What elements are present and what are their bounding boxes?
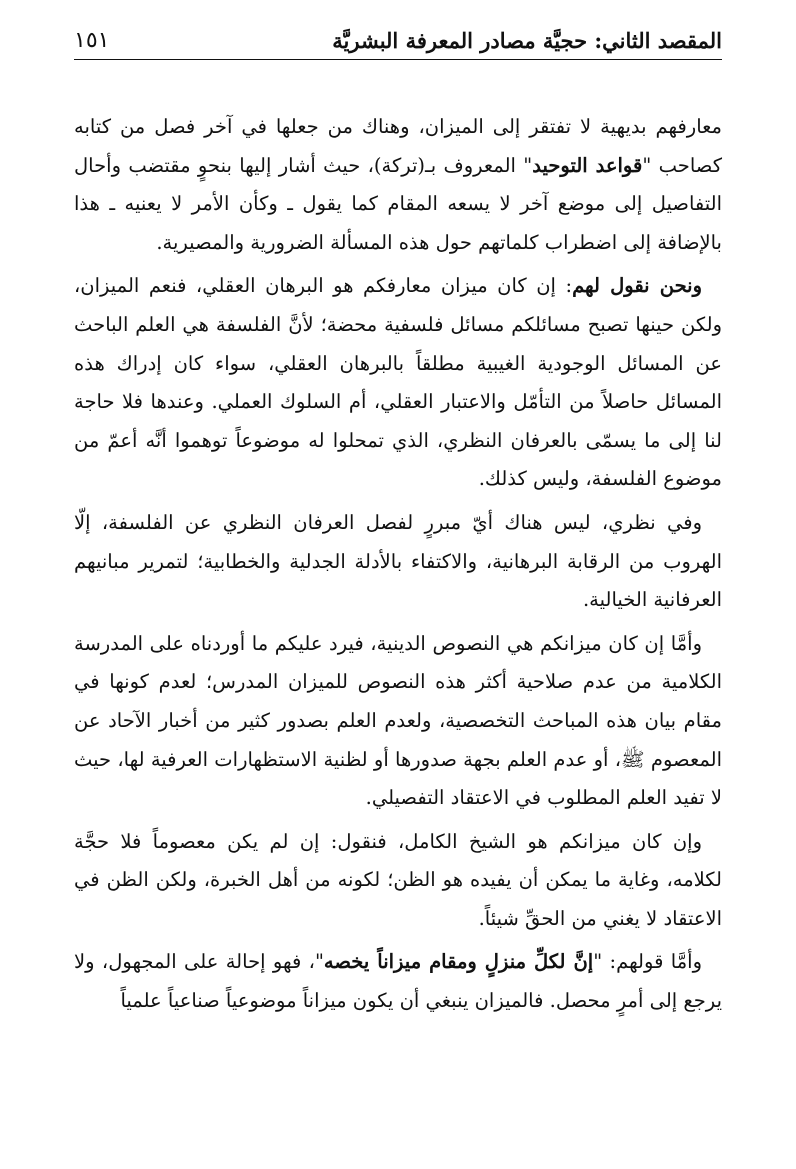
page-body — [74, 108, 722, 1021]
paragraph-2: ونحن نقول لهم: إن كان ميزان معارفكم هو البرهان العقلي، فنعم الميزان، ولكن حينها تصبح مسائلكم مسائل فلسفية محضة؛ لأنَّ الفلسفة هي العلم الباحث عن المسائل الوجودية الغيبية مطلقاً بالبرهان العقلي، سواء كان إدراك هذه المسائل حاصلاً من التأمّل والاعتبار العقلي، أم السلوك العملي. وعندها فلا حاجة لنا إلى ما يسمّى بالعرفان النظري، الذي تمحلوا له موضوعاً توهموا أنَّه أعمّ من موضوع الفلسفة، وليس كذلك. — [74, 274, 722, 491]
paragraph-4: وأمَّا إن كان ميزانكم هي النصوص الدينية، فيرد عليكم ما أوردناه على المدرسة الكلامية من عدم صلاحية أكثر هذه النصوص للميزان المدرس؛ لعدم كونها في مقام بيان هذه المباحث التخصصية، ولعدم العلم بصدور كثير من أخبار الآحاد عن المعصوم ﷺ، أو عدم العلم بجهة صدورها أو لظنية الاستظهارات العرفية لها، حيث لا تفيد العلم المطلوب في الاعتقاد التفصيلي. — [74, 631, 722, 810]
book-title-bold: قواعد التوحيد — [532, 153, 643, 177]
paragraph-6: وأمَّا قولهم: "إنَّ لكلِّ منزلٍ ومقام ميزاناً يخصه"، فهو إحالة على المجهول، ولا يرجع إلى أمرٍ محصل. فالميزان ينبغي أن يكون ميزاناً موضوعياً صناعياً علمياً — [74, 950, 722, 1013]
paragraph-1: معارفهم بديهية لا تفتقر إلى الميزان، وهناك من جعلها في آخر فصل من كتابه كصاحب "قواعد التوحيد" المعروف بـ(تركة)، حيث أشار إليها بنحوٍ مقتضب وأحال التفاصيل إلى موضع آخر لا يسعه المقام كما يقول ـ وكأن الأمر لا يعنيه ـ هذا بالإضافة إلى اضطراب كلماتهم حول هذه المسألة الضرورية والمصيرية. — [74, 115, 722, 254]
lead-phrase-bold: ونحن نقول لهم — [572, 274, 702, 298]
paragraph-5: وإن كان ميزانكم هو الشيخ الكامل، فنقول: إن لم يكن معصوماً فلا حجَّة لكلامه، وغاية ما يمكن أن يفيده هو الظن؛ لكونه من أهل الخبرة، ولكن الظن في الاعتقاد لا يغني من الحقِّ شيئاً. — [74, 829, 722, 930]
page-number: ١٥١ — [74, 28, 110, 53]
quote-bold: إنَّ لكلِّ منزلٍ ومقام ميزاناً يخصه — [323, 950, 594, 974]
paragraph-3: وفي نظري، ليس هناك أيّ مبررٍ لفصل العرفان النظري عن الفلسفة، إلّا الهروب من الرقابة البرهانية، والاكتفاء بالأدلة الجدلية والخطابية؛ لتمرير مبانيهم العرفانية الخيالية. — [74, 510, 722, 612]
chapter-title: المقصد الثاني: حجيَّة مصادر المعرفة البشريَّة — [332, 28, 722, 53]
running-header — [74, 28, 722, 60]
